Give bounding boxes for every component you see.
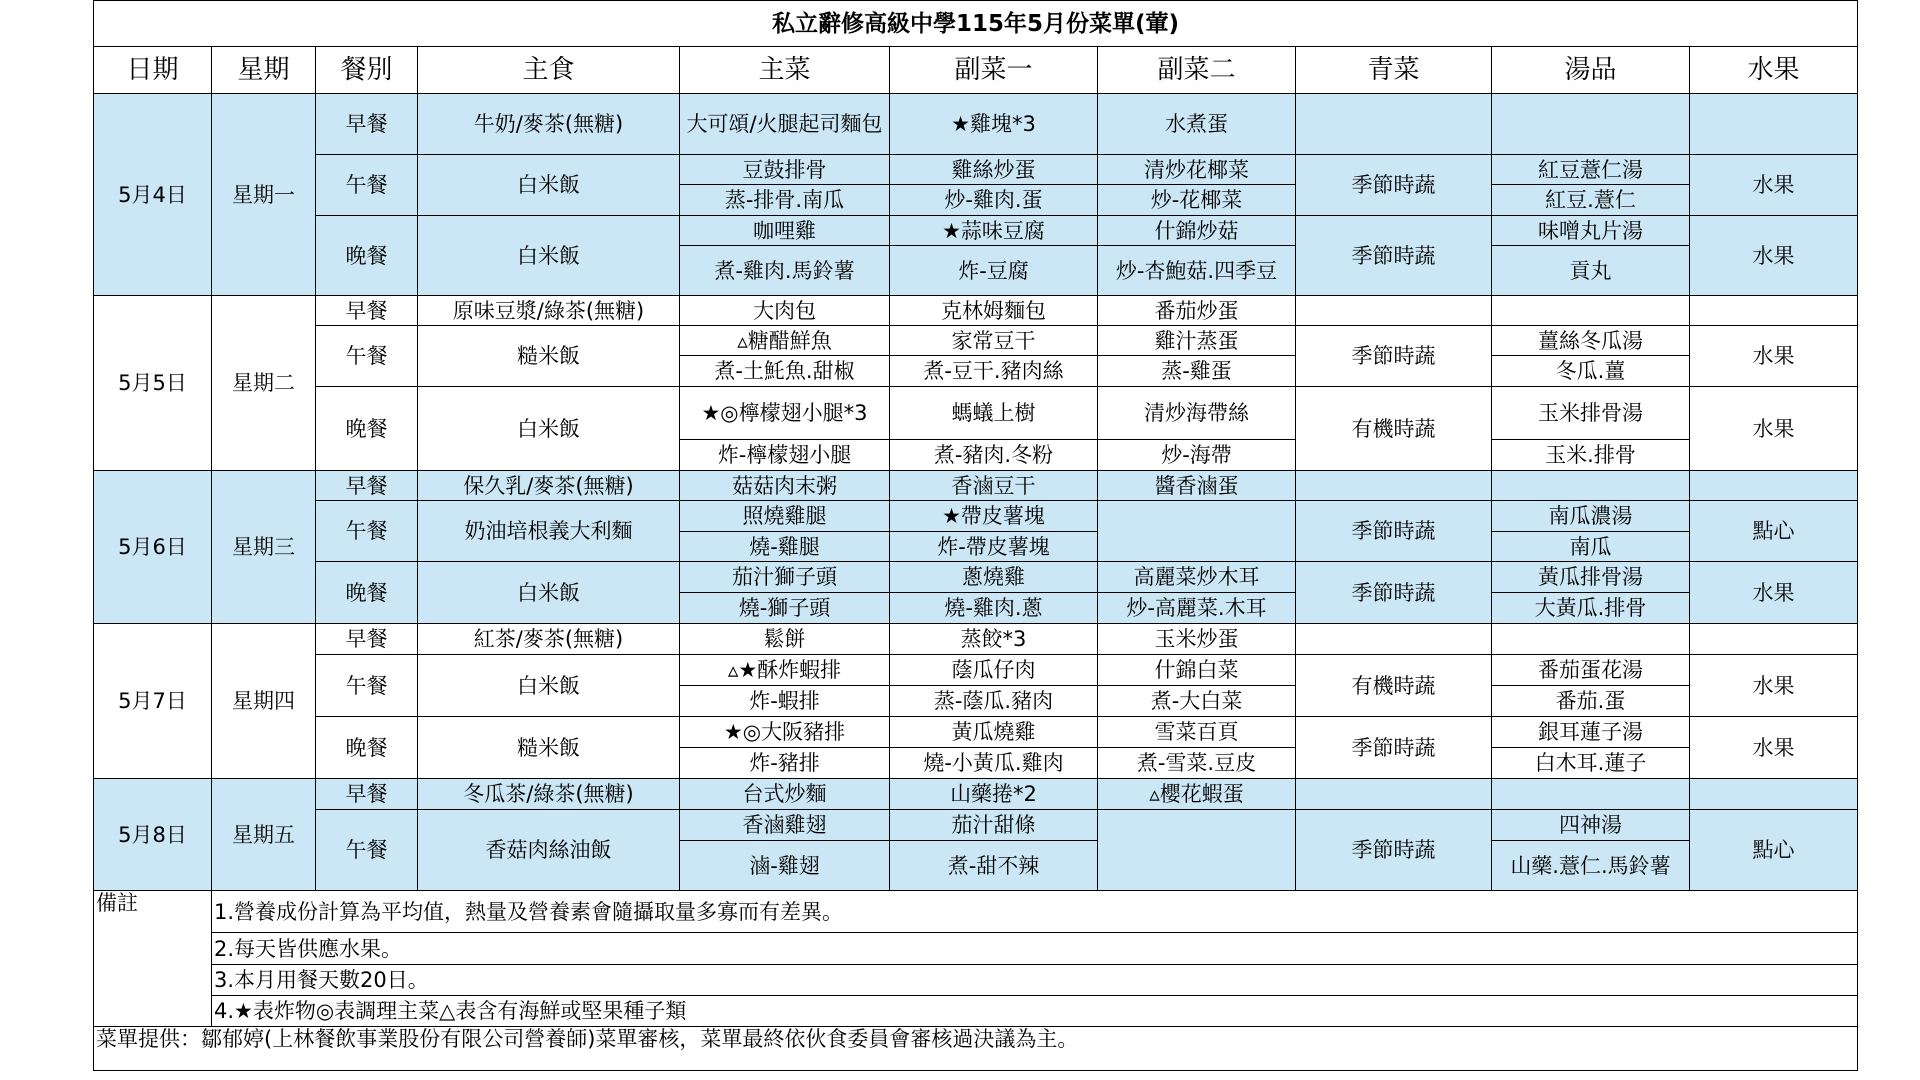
meal-label: 早餐	[316, 296, 418, 326]
staple-cell: 糙米飯	[418, 326, 680, 387]
vegetable-cell	[1296, 624, 1492, 655]
vegetable-cell: 季節時蔬	[1296, 216, 1492, 296]
staple-cell: 奶油培根義大利麵	[418, 501, 680, 562]
side-dish-1-cell: 香滷豆干	[890, 471, 1098, 501]
soup-detail: 玉米.排骨	[1492, 440, 1690, 471]
vegetable-cell: 季節時蔬	[1296, 326, 1492, 387]
soup-cell: 番茄蛋花湯	[1492, 655, 1690, 686]
side-dish-2-cell: 醬香滷蛋	[1098, 471, 1296, 501]
fruit-cell	[1690, 296, 1858, 326]
side-dish-1-cell: 家常豆干	[890, 326, 1098, 356]
vegetable-cell: 季節時蔬	[1296, 501, 1492, 562]
side-dish-1-cell: ★帶皮薯塊	[890, 501, 1098, 532]
side-dish-1-cell: 黃瓜燒雞	[890, 717, 1098, 748]
header-staple: 主食	[418, 47, 680, 94]
side-dish-1-detail: 煮-豆干.豬肉絲	[890, 356, 1098, 387]
side-dish-1-cell: 蒸餃*3	[890, 624, 1098, 655]
vegetable-cell	[1296, 94, 1492, 155]
side-dish-2-detail: 煮-雪菜.豆皮	[1098, 748, 1296, 779]
meal-label: 早餐	[316, 94, 418, 155]
side-dish-1-detail: 炸-豆腐	[890, 246, 1098, 296]
soup-cell	[1492, 296, 1690, 326]
menu-table	[93, 0, 1858, 1071]
side-dish-2-cell: 高麗菜炒木耳	[1098, 562, 1296, 593]
soup-cell	[1492, 779, 1690, 810]
side-dish-2-cell: 什錦白菜	[1098, 655, 1296, 686]
side-dish-2-detail: 炒-海帶	[1098, 440, 1296, 471]
side-dish-2-cell: ▵櫻花蝦蛋	[1098, 779, 1296, 810]
main-dish-cell: 台式炒麵	[680, 779, 890, 810]
staple-cell: 原味豆漿/綠茶(無糖)	[418, 296, 680, 326]
side-dish-1-cell: 蔥燒雞	[890, 562, 1098, 593]
main-dish-cell: 鬆餅	[680, 624, 890, 655]
side-dish-2-detail: 炒-杏鮑菇.四季豆	[1098, 246, 1296, 296]
main-dish-cell: ▵糖醋鮮魚	[680, 326, 890, 356]
vegetable-cell: 有機時蔬	[1296, 387, 1492, 471]
soup-cell: 黃瓜排骨湯	[1492, 562, 1690, 593]
menu-title: 私立辭修高級中學115年5月份菜單(葷)	[94, 1, 1858, 47]
note-item: 2.每天皆供應水果。	[212, 933, 1858, 965]
fruit-cell	[1690, 471, 1858, 501]
side-dish-2-detail: 炒-花椰菜	[1098, 185, 1296, 216]
fruit-cell: 點心	[1690, 810, 1858, 891]
side-dish-2-cell: 什錦炒菇	[1098, 216, 1296, 246]
fruit-cell: 水果	[1690, 717, 1858, 779]
staple-cell: 冬瓜茶/綠茶(無糖)	[418, 779, 680, 810]
side-dish-2-cell: 雪菜百頁	[1098, 717, 1296, 748]
side-dish-1-detail: 炒-雞肉.蛋	[890, 185, 1098, 216]
fruit-cell: 水果	[1690, 155, 1858, 216]
side-dish-2-cell: 清炒花椰菜	[1098, 155, 1296, 185]
side-dish-2-detail: 煮-大白菜	[1098, 686, 1296, 717]
note-item: 1.營養成份計算為平均值，熱量及營養素會隨攝取量多寡而有差異。	[212, 891, 1858, 933]
soup-cell	[1492, 94, 1690, 155]
side-dish-1-cell: ★雞塊*3	[890, 94, 1098, 155]
fruit-cell: 水果	[1690, 326, 1858, 387]
fruit-cell: 水果	[1690, 216, 1858, 296]
fruit-cell: 水果	[1690, 655, 1858, 717]
staple-cell: 白米飯	[418, 155, 680, 216]
day-date: 5月6日	[94, 471, 212, 624]
header-soup: 湯品	[1492, 47, 1690, 94]
main-dish-cell: 大肉包	[680, 296, 890, 326]
meal-label: 晚餐	[316, 717, 418, 779]
notes-label: 備註	[94, 891, 212, 1027]
meal-label: 午餐	[316, 655, 418, 717]
main-dish-detail: 滷-雞翅	[680, 841, 890, 891]
main-dish-cell: 照燒雞腿	[680, 501, 890, 532]
note-item: 3.本月用餐天數20日。	[212, 965, 1858, 996]
side-dish-1-cell: 茄汁甜條	[890, 810, 1098, 841]
main-dish-detail: 炸-檸檬翅小腿	[680, 440, 890, 471]
day-weekday: 星期一	[212, 94, 316, 296]
header-fruit: 水果	[1690, 47, 1858, 94]
soup-cell	[1492, 624, 1690, 655]
soup-detail: 山藥.薏仁.馬鈴薯	[1492, 841, 1690, 891]
main-dish-cell: 菇菇肉末粥	[680, 471, 890, 501]
staple-cell: 白米飯	[418, 562, 680, 624]
vegetable-cell	[1296, 471, 1492, 501]
main-dish-cell: 咖哩雞	[680, 216, 890, 246]
side-dish-1-cell: 山藥捲*2	[890, 779, 1098, 810]
staple-cell: 白米飯	[418, 387, 680, 471]
day-weekday: 星期三	[212, 471, 316, 624]
meal-label: 晚餐	[316, 387, 418, 471]
day-weekday: 星期二	[212, 296, 316, 471]
meal-label: 午餐	[316, 155, 418, 216]
staple-cell: 保久乳/麥茶(無糖)	[418, 471, 680, 501]
vegetable-cell: 季節時蔬	[1296, 717, 1492, 779]
soup-cell: 四神湯	[1492, 810, 1690, 841]
soup-detail: 白木耳.蓮子	[1492, 748, 1690, 779]
header-main-dish: 主菜	[680, 47, 890, 94]
main-dish-detail: 炸-蝦排	[680, 686, 890, 717]
vegetable-cell	[1296, 779, 1492, 810]
day-date: 5月5日	[94, 296, 212, 471]
header-weekday: 星期	[212, 47, 316, 94]
soup-cell: 紅豆薏仁湯	[1492, 155, 1690, 185]
soup-cell: 薑絲冬瓜湯	[1492, 326, 1690, 356]
day-date: 5月4日	[94, 94, 212, 296]
side-dish-1-detail: 燒-雞肉.蔥	[890, 593, 1098, 624]
side-dish-2-cell: 清炒海帶絲	[1098, 387, 1296, 440]
soup-detail: 貢丸	[1492, 246, 1690, 296]
side-dish-1-detail: 煮-甜不辣	[890, 841, 1098, 891]
meal-label: 早餐	[316, 624, 418, 655]
header-date: 日期	[94, 47, 212, 94]
day-date: 5月7日	[94, 624, 212, 779]
soup-cell	[1492, 471, 1690, 501]
header-side-dish-1: 副菜一	[890, 47, 1098, 94]
staple-cell: 香菇肉絲油飯	[418, 810, 680, 891]
side-dish-2-cell	[1098, 810, 1296, 891]
staple-cell: 牛奶/麥茶(無糖)	[418, 94, 680, 155]
fruit-cell: 水果	[1690, 562, 1858, 624]
side-dish-1-cell: 克林姆麵包	[890, 296, 1098, 326]
soup-detail: 番茄.蛋	[1492, 686, 1690, 717]
staple-cell: 糙米飯	[418, 717, 680, 779]
main-dish-detail: 煮-雞肉.馬鈴薯	[680, 246, 890, 296]
side-dish-2-cell: 番茄炒蛋	[1098, 296, 1296, 326]
main-dish-cell: 豆鼓排骨	[680, 155, 890, 185]
header-side-dish-2: 副菜二	[1098, 47, 1296, 94]
menu-sheet	[93, 0, 1857, 1071]
side-dish-2-cell: 水煮蛋	[1098, 94, 1296, 155]
soup-detail: 紅豆.薏仁	[1492, 185, 1690, 216]
fruit-cell: 點心	[1690, 501, 1858, 562]
soup-detail: 南瓜	[1492, 532, 1690, 562]
soup-detail: 大黃瓜.排骨	[1492, 593, 1690, 624]
main-dish-detail: 煮-土魠魚.甜椒	[680, 356, 890, 387]
staple-cell: 白米飯	[418, 216, 680, 296]
fruit-cell	[1690, 624, 1858, 655]
main-dish-detail: 蒸-排骨.南瓜	[680, 185, 890, 216]
fruit-cell	[1690, 779, 1858, 810]
vegetable-cell: 季節時蔬	[1296, 562, 1492, 624]
day-date: 5月8日	[94, 779, 212, 891]
side-dish-1-detail: 炸-帶皮薯塊	[890, 532, 1098, 562]
vegetable-cell: 季節時蔬	[1296, 155, 1492, 216]
side-dish-1-cell: 雞絲炒蛋	[890, 155, 1098, 185]
side-dish-1-detail: 蒸-蔭瓜.豬肉	[890, 686, 1098, 717]
main-dish-cell: ★◎檸檬翅小腿*3	[680, 387, 890, 440]
side-dish-1-detail: 煮-豬肉.冬粉	[890, 440, 1098, 471]
fruit-cell	[1690, 94, 1858, 155]
side-dish-2-cell: 雞汁蒸蛋	[1098, 326, 1296, 356]
fruit-cell: 水果	[1690, 387, 1858, 471]
soup-cell: 玉米排骨湯	[1492, 387, 1690, 440]
side-dish-1-cell: 蔭瓜仔肉	[890, 655, 1098, 686]
header-meal: 餐別	[316, 47, 418, 94]
menu-footer: 菜單提供：鄒郁婷(上林餐飲事業股份有限公司營養師)菜單審核，菜單最終依伙食委員會審核過決議為主。	[94, 1027, 1858, 1071]
main-dish-detail: 燒-獅子頭	[680, 593, 890, 624]
meal-label: 晚餐	[316, 562, 418, 624]
soup-detail: 冬瓜.薑	[1492, 356, 1690, 387]
staple-cell: 紅茶/麥茶(無糖)	[418, 624, 680, 655]
soup-cell: 銀耳蓮子湯	[1492, 717, 1690, 748]
staple-cell: 白米飯	[418, 655, 680, 717]
main-dish-cell: 大可頌/火腿起司麵包	[680, 94, 890, 155]
day-weekday: 星期五	[212, 779, 316, 891]
soup-cell: 味噌丸片湯	[1492, 216, 1690, 246]
side-dish-2-cell: 玉米炒蛋	[1098, 624, 1296, 655]
side-dish-2-detail: 炒-高麗菜.木耳	[1098, 593, 1296, 624]
side-dish-1-cell: ★蒜味豆腐	[890, 216, 1098, 246]
side-dish-1-detail: 燒-小黃瓜.雞肉	[890, 748, 1098, 779]
side-dish-2-detail: 蒸-雞蛋	[1098, 356, 1296, 387]
soup-cell: 南瓜濃湯	[1492, 501, 1690, 532]
main-dish-cell: ★◎大阪豬排	[680, 717, 890, 748]
vegetable-cell: 有機時蔬	[1296, 655, 1492, 717]
note-item: 4.★表炸物◎表調理主菜△表含有海鮮或堅果種子類	[212, 996, 1858, 1027]
meal-label: 午餐	[316, 326, 418, 387]
day-weekday: 星期四	[212, 624, 316, 779]
main-dish-cell: 香滷雞翅	[680, 810, 890, 841]
meal-label: 午餐	[316, 810, 418, 891]
side-dish-1-cell: 螞蟻上樹	[890, 387, 1098, 440]
main-dish-detail: 炸-豬排	[680, 748, 890, 779]
header-vegetable: 青菜	[1296, 47, 1492, 94]
side-dish-2-cell	[1098, 501, 1296, 562]
meal-label: 晚餐	[316, 216, 418, 296]
meal-label: 早餐	[316, 779, 418, 810]
vegetable-cell: 季節時蔬	[1296, 810, 1492, 891]
main-dish-cell: ▵★酥炸蝦排	[680, 655, 890, 686]
vegetable-cell	[1296, 296, 1492, 326]
meal-label: 午餐	[316, 501, 418, 562]
meal-label: 早餐	[316, 471, 418, 501]
main-dish-detail: 燒-雞腿	[680, 532, 890, 562]
main-dish-cell: 茄汁獅子頭	[680, 562, 890, 593]
